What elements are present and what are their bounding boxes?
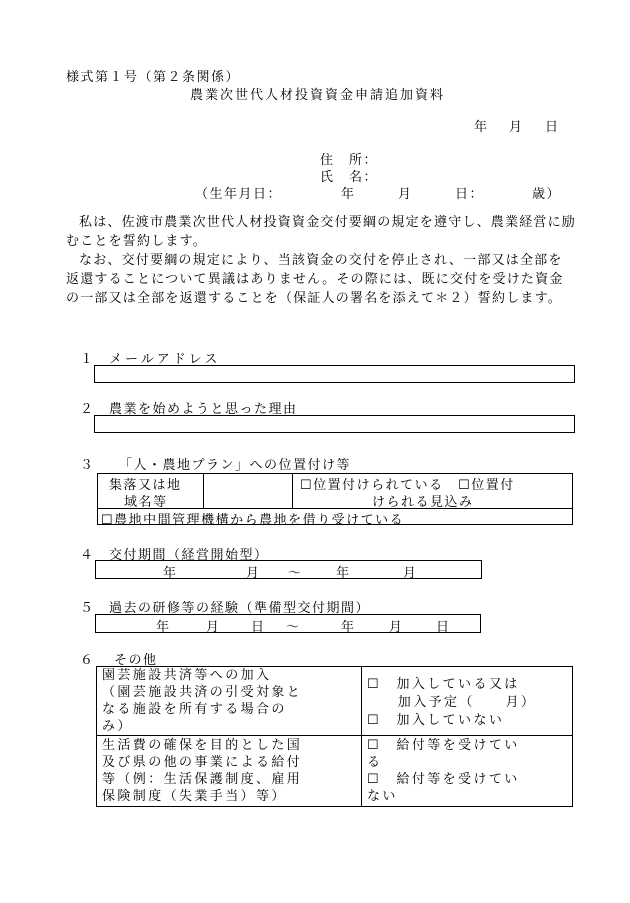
training-start-day: 日 <box>251 620 265 635</box>
insurance-option-enrolled[interactable]: ☐ 加入している又は <box>367 677 520 692</box>
benefit-option-receiving[interactable]: ☐ 給付等を受けてい <box>367 738 520 753</box>
benefit-option-receiving-cont: る <box>367 755 383 770</box>
benefit-question-line: 及び県の他の事業による給付 <box>102 755 303 770</box>
training-period-field[interactable] <box>95 614 481 633</box>
benefit-option-not-receiving-cont: ない <box>367 789 398 804</box>
training-start-month: 月 <box>206 620 220 635</box>
area-label-line1: 集落又は地 <box>109 478 182 493</box>
benefit-options <box>367 737 520 805</box>
reason-field[interactable] <box>94 415 575 433</box>
training-end-year: 年 <box>341 620 355 635</box>
insurance-question-line: なる施設を所有する場合の <box>102 702 287 717</box>
training-tilde: ～ <box>286 620 300 635</box>
pledge-paragraph-1: 私は、佐渡市農業次世代人材投資資金交付要綱の規定を遵守し、農業経営に励むことを誓約します。 <box>66 215 577 249</box>
section-6-label: その他 <box>114 653 158 668</box>
section-1-number: １ <box>80 352 95 367</box>
land-lease-checkbox[interactable]: ☐農地中間管理機構から農地を借り受けている <box>101 513 405 528</box>
form-number: 様式第１号（第２条関係） <box>66 70 241 85</box>
date-year: 年 <box>474 120 489 135</box>
plan-table-col-2 <box>292 473 293 508</box>
area-name-field[interactable] <box>205 475 290 506</box>
benefit-question-line: 生活費の確保を目的とした国 <box>102 738 303 753</box>
grant-start-month: 月 <box>246 566 260 581</box>
training-end-month: 月 <box>389 620 403 635</box>
section-2-number: ２ <box>80 402 95 417</box>
birth-day: 日： <box>455 187 485 202</box>
section-5-label: 過去の研修等の経験（準備型交付期間） <box>109 601 371 616</box>
birth-year: 年 <box>341 187 356 202</box>
grant-tilde: ～ <box>288 566 302 581</box>
plan-option-positioned[interactable]: ☐位置付けられている ☐位置付 <box>300 478 515 493</box>
section-6-number: ６ <box>80 653 95 668</box>
section-4-number: ４ <box>80 548 95 563</box>
training-start-year: 年 <box>156 620 170 635</box>
benefit-question-line: 等（例：生活保護制度、雇用 <box>102 772 303 787</box>
insurance-question-line: （園芸施設共済の引受対象と <box>102 685 303 700</box>
email-field[interactable] <box>94 365 575 383</box>
grant-end-month: 月 <box>403 566 417 581</box>
section-3-number: ３ <box>80 458 95 473</box>
benefit-option-not-receiving[interactable]: ☐ 給付等を受けてい <box>367 772 520 787</box>
plan-option-expected: けられる見込み <box>372 495 474 510</box>
date-month: 月 <box>509 120 524 135</box>
section-3-label: 「人・農地プラン」への位置付け等 <box>119 458 352 473</box>
grant-end-year: 年 <box>336 566 350 581</box>
insurance-question-line: み） <box>102 719 133 734</box>
pledge-text <box>66 213 576 308</box>
age: 歳） <box>532 187 562 202</box>
birth-month: 月 <box>398 187 413 202</box>
insurance-option-planned: 加入予定（ 月） <box>367 695 537 710</box>
area-label-line2: 域名等 <box>124 495 168 510</box>
insurance-option-not-enrolled[interactable]: ☐ 加入していない <box>367 713 505 728</box>
grant-start-year: 年 <box>163 566 177 581</box>
date-day: 日 <box>545 120 560 135</box>
insurance-question <box>102 667 302 735</box>
training-end-day: 日 <box>436 620 450 635</box>
insurance-question-line: 園芸施設共済等への加入 <box>102 668 272 683</box>
name-label: 氏 名： <box>320 170 379 185</box>
section-4-label: 交付期間（経営開始型） <box>109 548 269 563</box>
other-table-col-divider <box>361 666 362 807</box>
birth-open: （生年月日： <box>195 187 283 202</box>
document-title: 農業次世代人材投資資金申請追加資料 <box>190 88 446 103</box>
benefit-question-line: 保険制度（失業手当）等） <box>102 789 287 804</box>
grant-period-field[interactable] <box>95 560 482 579</box>
plan-table-col-1 <box>203 473 204 508</box>
section-5-number: ５ <box>80 601 95 616</box>
address-label: 住 所： <box>320 153 379 168</box>
section-1-label: メールアドレス <box>109 352 221 367</box>
insurance-options <box>367 676 536 730</box>
benefit-question <box>102 737 302 805</box>
pledge-paragraph-2: なお、交付要綱の規定により、当該資金の交付を停止され、一部又は全部を返還することについて異議はありません。その際には、既に交付を受けた資金の一部又は全部を返還することを（保証人の署名を添えて＊２）誓約します。 <box>66 253 564 306</box>
section-2-label: 農業を始めようと思った理由 <box>109 402 298 417</box>
other-table-row-divider <box>96 735 573 736</box>
